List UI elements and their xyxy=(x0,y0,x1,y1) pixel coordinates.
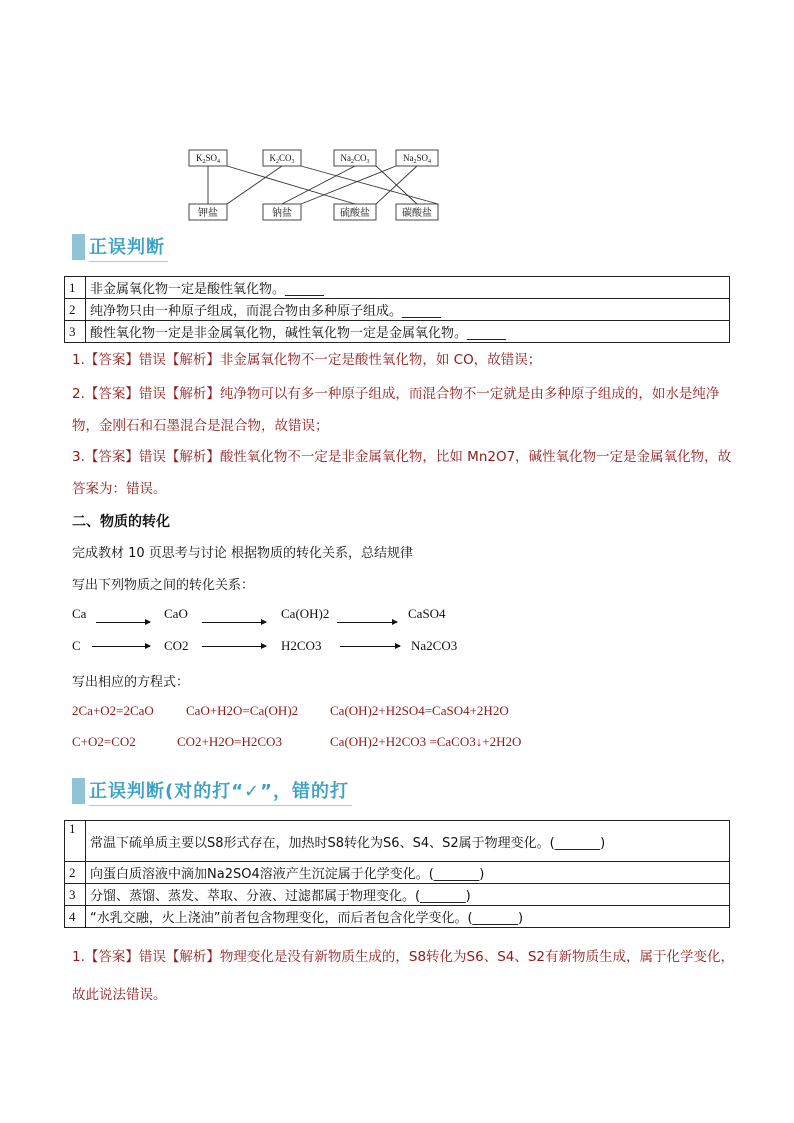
arrow-icon xyxy=(92,646,150,647)
table-row xyxy=(65,906,730,928)
row-number: 2 xyxy=(65,299,86,321)
section-2-title: 二、物质的转化 xyxy=(72,514,170,530)
arrow-icon xyxy=(96,622,150,623)
row-number: 2 xyxy=(65,862,86,884)
chain2-na2co3: Na2CO3 xyxy=(411,638,458,653)
answer-1: 1.【答案】错误【解析】非金属氧化物不一定是酸性氧化物，如 CO，故错误； xyxy=(72,352,542,368)
table-row xyxy=(65,884,730,906)
sodium-salt-box: 钠盐 xyxy=(272,208,292,219)
answer-section3: 1.【答案】错误【解析】物理变化是没有新物质生成的，S8转化为S6、S4、S2有新物质生成，属于化学变化，故此说法错误。 xyxy=(72,949,735,1003)
row-text: 酸性氧化物一定是非金属氧化物，碱性氧化物一定是金属氧化物。______ xyxy=(86,321,730,343)
row-number: 1 xyxy=(65,277,86,299)
row-text: 纯净物只由一种原子组成，而混合物由多种原子组成。______ xyxy=(86,299,730,321)
table-row xyxy=(65,321,730,343)
row-number: 3 xyxy=(65,884,86,906)
table-row xyxy=(65,862,730,884)
row-text: 分馏、蒸馏、蒸发、萃取、分液、过滤都属于物理变化。(_______) xyxy=(86,884,730,906)
arrow-icon xyxy=(337,622,397,623)
chain2-h2co3: H2CO3 xyxy=(281,638,322,653)
section-header-judgement xyxy=(72,233,168,261)
judgement-table-2 xyxy=(64,820,730,928)
chain1-caoh2: Ca(OH)2 xyxy=(281,606,330,621)
header-accent-bar xyxy=(72,234,85,260)
equation: CO2+H2O=H2CO3 xyxy=(177,734,282,749)
chain1-caso4: CaSO4 xyxy=(408,606,446,621)
row-number: 3 xyxy=(65,321,86,343)
equation: Ca(OH)2+H2CO3 =CaCO3↓+2H2O xyxy=(330,734,522,749)
na2co3-box: $Na_2CO_3$ xyxy=(340,153,370,165)
carbonate-box: 碳酸盐 xyxy=(402,208,432,219)
row-text: 非金属氧化物一定是酸性氧化物。______ xyxy=(86,277,730,299)
instruction-line-3: 写出相应的方程式： xyxy=(72,675,190,690)
row-number: 1 xyxy=(65,821,86,862)
equation: C+O2=CO2 xyxy=(72,734,136,749)
arrow-icon xyxy=(340,646,400,647)
chain1-ca: Ca xyxy=(72,606,87,621)
potassium-salt-box: 钾盐 xyxy=(198,208,218,219)
na2so4-box: $Na_2SO_4$ xyxy=(402,153,432,165)
salt-classification-diagram xyxy=(188,149,444,225)
chain1-cao: CaO xyxy=(164,606,188,621)
instruction-line-2: 写出下列物质之间的转化关系： xyxy=(72,578,255,593)
chain2-c: C xyxy=(72,638,81,653)
answer-3: 3.【答案】错误【解析】酸性氧化物不一定是非金属氧化物，比如 Mn2O7，碱性氧化物一定是金属氧化物，故答案为：错误。 xyxy=(72,449,732,497)
instruction-line-1: 完成教材 10 页思考与讨论 根据物质的转化关系，总结规律 xyxy=(72,546,413,561)
section-title: 正误判断 xyxy=(89,233,168,262)
equation: 2Ca+O2=2CaO xyxy=(72,703,154,718)
section-title: 正误判断(对的打“✓”，错的打 xyxy=(89,777,352,806)
header-accent-bar xyxy=(72,778,85,804)
arrow-icon xyxy=(202,622,266,623)
row-number: 4 xyxy=(65,906,86,928)
table-row xyxy=(65,277,730,299)
answer-2: 2.【答案】错误【解析】纯净物可以有多一种原子组成，而混合物不一定就是由多种原子组成的，如水是纯净物，金刚石和石墨混合是混合物，故错误； xyxy=(72,386,720,434)
k2so4-box: $K_2SO_4$ xyxy=(195,153,221,165)
k2co3-box: $K_2CO_3$ xyxy=(269,153,295,165)
row-text: 向蛋白质溶液中滴加Na2SO4溶液产生沉淀属于化学变化。(_______) xyxy=(86,862,730,884)
judgement-table-1 xyxy=(64,276,730,343)
chain2-co2: CO2 xyxy=(164,638,189,653)
row-text: 常温下硫单质主要以S8形式存在，加热时S8转化为S6、S4、S2属于物理变化。(_______) xyxy=(86,821,730,862)
row-text: “水乳交融，火上浇油”前者包含物理变化，而后者包含化学变化。(_______) xyxy=(86,906,730,928)
equation: CaO+H2O=Ca(OH)2 xyxy=(186,703,299,718)
sulfate-box: 硫酸盐 xyxy=(340,208,370,219)
table-row xyxy=(65,821,730,862)
arrow-icon xyxy=(202,646,266,647)
table-row xyxy=(65,299,730,321)
equation: Ca(OH)2+H2SO4=CaSO4+2H2O xyxy=(330,703,509,718)
section-header-judgement-2 xyxy=(72,777,352,805)
